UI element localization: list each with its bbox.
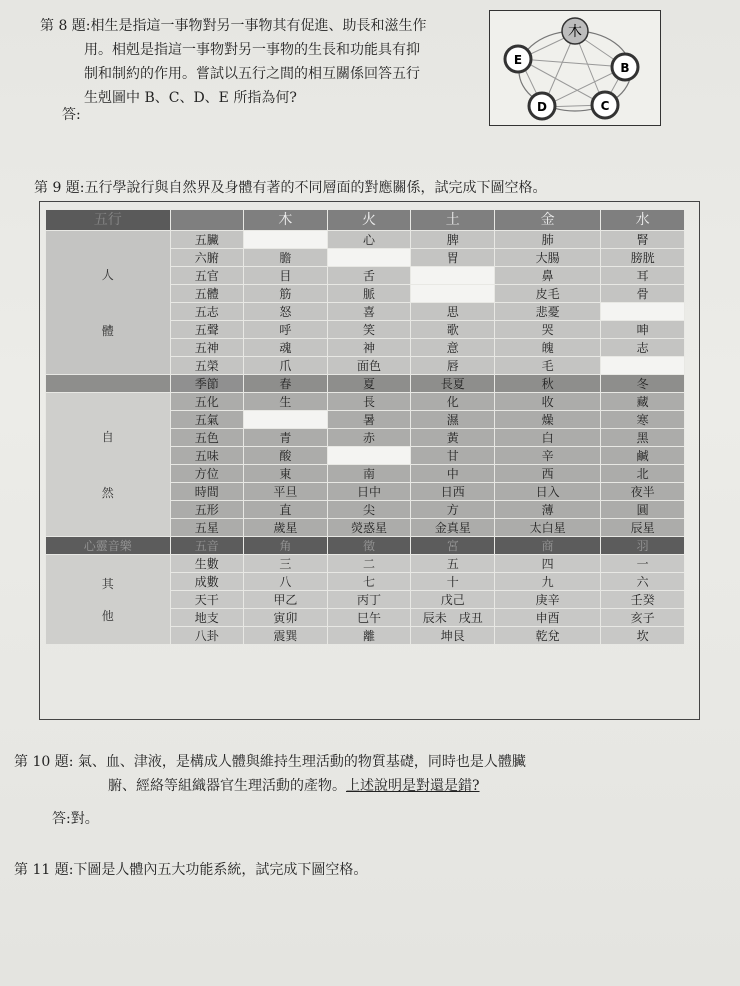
season-group-cell bbox=[46, 375, 171, 393]
cell-metal: 哭 bbox=[495, 321, 601, 339]
cell-water: 耳 bbox=[601, 267, 685, 285]
cell-earth: 宮 bbox=[411, 537, 495, 555]
cell-wood: 酸 bbox=[244, 447, 328, 465]
cell-earth: 甘 bbox=[411, 447, 495, 465]
cell-earth: 十 bbox=[411, 573, 495, 591]
cell-earth: 意 bbox=[411, 339, 495, 357]
question-8 bbox=[40, 14, 480, 110]
row-category: 方位 bbox=[170, 465, 243, 483]
cell-metal: 薄 bbox=[495, 501, 601, 519]
cell-wood: 東 bbox=[244, 465, 328, 483]
cell-metal: 皮毛 bbox=[495, 285, 601, 303]
row-category: 天干 bbox=[170, 591, 243, 609]
cell-metal: 魄 bbox=[495, 339, 601, 357]
cell-water: 鹹 bbox=[601, 447, 685, 465]
cell-earth: 坤艮 bbox=[411, 627, 495, 645]
cell-metal: 燥 bbox=[495, 411, 601, 429]
cell-fire: 脈 bbox=[327, 285, 411, 303]
cell-water: 腎 bbox=[601, 231, 685, 249]
cell-wood: 呼 bbox=[244, 321, 328, 339]
q8-answer-label: 答: bbox=[62, 107, 81, 123]
cell-fire: 二 bbox=[327, 555, 411, 573]
answer-blank-fire[interactable] bbox=[327, 249, 411, 267]
cell-metal: 收 bbox=[495, 393, 601, 411]
cell-earth: 胃 bbox=[411, 249, 495, 267]
cell-wood: 春 bbox=[244, 375, 328, 393]
table-row bbox=[46, 375, 685, 393]
q8-line-4: 生剋圖中 B、C、D、E 所指為何? bbox=[84, 90, 297, 106]
row-category: 五色 bbox=[170, 429, 243, 447]
table-header-row bbox=[46, 210, 685, 231]
cell-water: 膀胱 bbox=[601, 249, 685, 267]
cell-wood: 三 bbox=[244, 555, 328, 573]
row-category: 五化 bbox=[170, 393, 243, 411]
header-earth: 土 bbox=[411, 210, 495, 231]
cell-fire: 赤 bbox=[327, 429, 411, 447]
cell-water: 亥子 bbox=[601, 609, 685, 627]
cell-earth: 唇 bbox=[411, 357, 495, 375]
node-d bbox=[529, 93, 555, 119]
cell-metal: 秋 bbox=[495, 375, 601, 393]
cell-water: 呻 bbox=[601, 321, 685, 339]
cell-water: 一 bbox=[601, 555, 685, 573]
cell-fire: 喜 bbox=[327, 303, 411, 321]
node-wood-label: 木 bbox=[568, 24, 582, 40]
row-category: 五志 bbox=[170, 303, 243, 321]
q10-answer: 答:對。 bbox=[52, 811, 99, 827]
cell-wood: 直 bbox=[244, 501, 328, 519]
cell-fire: 心 bbox=[327, 231, 411, 249]
cell-wood: 目 bbox=[244, 267, 328, 285]
group-label-nature bbox=[46, 393, 171, 537]
group-char: 自 bbox=[101, 429, 114, 444]
cell-metal: 肺 bbox=[495, 231, 601, 249]
q10-line-1: 氣、血、津液，是構成人體與維持生理活動的物質基礎，同時也是人體臟 bbox=[77, 754, 526, 770]
cell-water: 圓 bbox=[601, 501, 685, 519]
cell-wood: 魂 bbox=[244, 339, 328, 357]
cell-water: 夜半 bbox=[601, 483, 685, 501]
cell-fire: 長 bbox=[327, 393, 411, 411]
five-elements-table bbox=[45, 209, 685, 645]
cell-wood: 青 bbox=[244, 429, 328, 447]
cell-water: 藏 bbox=[601, 393, 685, 411]
cell-water: 冬 bbox=[601, 375, 685, 393]
cell-metal: 辛 bbox=[495, 447, 601, 465]
cell-earth: 化 bbox=[411, 393, 495, 411]
cell-water: 寒 bbox=[601, 411, 685, 429]
row-category: 五榮 bbox=[170, 357, 243, 375]
cell-fire: 南 bbox=[327, 465, 411, 483]
cell-earth: 思 bbox=[411, 303, 495, 321]
row-category: 五味 bbox=[170, 447, 243, 465]
cycle-svg bbox=[490, 11, 660, 125]
node-e-label: E bbox=[513, 53, 523, 67]
group-label-music: 心靈音樂 bbox=[46, 537, 171, 555]
group-char: 其 bbox=[101, 576, 114, 591]
q8-line-1: 相生是指這一事物對另一事物其有促進、助長和滋生作 bbox=[90, 18, 427, 34]
cell-water: 辰星 bbox=[601, 519, 685, 537]
row-category: 生數 bbox=[170, 555, 243, 573]
cell-wood: 寅卯 bbox=[244, 609, 328, 627]
table-row bbox=[46, 537, 685, 555]
row-category: 時間 bbox=[170, 483, 243, 501]
cell-metal: 申酉 bbox=[495, 609, 601, 627]
cell-wood: 筋 bbox=[244, 285, 328, 303]
group-label-body bbox=[46, 231, 171, 375]
answer-blank-water[interactable] bbox=[601, 357, 685, 375]
cell-fire: 七 bbox=[327, 573, 411, 591]
cell-metal: 西 bbox=[495, 465, 601, 483]
row-category: 五星 bbox=[170, 519, 243, 537]
cell-fire: 巳午 bbox=[327, 609, 411, 627]
node-c bbox=[592, 92, 618, 118]
row-category: 五聲 bbox=[170, 321, 243, 339]
five-elements-cycle-diagram bbox=[489, 10, 661, 126]
node-e bbox=[505, 46, 531, 72]
header-water: 水 bbox=[601, 210, 685, 231]
cell-earth: 金真星 bbox=[411, 519, 495, 537]
cell-wood: 平旦 bbox=[244, 483, 328, 501]
q10-question: 上述說明是對還是錯? bbox=[346, 778, 480, 794]
cell-metal: 大腸 bbox=[495, 249, 601, 267]
cell-wood: 怒 bbox=[244, 303, 328, 321]
cell-wood: 爪 bbox=[244, 357, 328, 375]
cell-water: 坎 bbox=[601, 627, 685, 645]
row-category: 五氣 bbox=[170, 411, 243, 429]
answer-blank-fire[interactable] bbox=[327, 447, 411, 465]
group-char: 他 bbox=[101, 608, 114, 623]
row-category: 五神 bbox=[170, 339, 243, 357]
row-category: 五臟 bbox=[170, 231, 243, 249]
header-fire: 火 bbox=[327, 210, 411, 231]
table-row bbox=[46, 231, 685, 249]
cell-wood: 角 bbox=[244, 537, 328, 555]
cell-metal: 悲憂 bbox=[495, 303, 601, 321]
answer-blank-earth[interactable] bbox=[411, 285, 495, 303]
cell-water: 黑 bbox=[601, 429, 685, 447]
node-b bbox=[612, 54, 638, 80]
cell-fire: 面色 bbox=[327, 357, 411, 375]
cell-metal: 乾兌 bbox=[495, 627, 601, 645]
cell-earth: 歌 bbox=[411, 321, 495, 339]
cell-fire: 日中 bbox=[327, 483, 411, 501]
group-char: 體 bbox=[101, 323, 114, 338]
table-row bbox=[46, 555, 685, 573]
header-blank bbox=[170, 210, 243, 231]
row-category: 成數 bbox=[170, 573, 243, 591]
header-metal: 金 bbox=[495, 210, 601, 231]
cell-metal: 九 bbox=[495, 573, 601, 591]
cell-earth: 五 bbox=[411, 555, 495, 573]
answer-blank-earth[interactable] bbox=[411, 267, 495, 285]
cell-metal: 毛 bbox=[495, 357, 601, 375]
answer-blank-wood[interactable] bbox=[244, 411, 328, 429]
cell-earth: 方 bbox=[411, 501, 495, 519]
cell-fire: 離 bbox=[327, 627, 411, 645]
cell-fire: 丙丁 bbox=[327, 591, 411, 609]
row-category: 季節 bbox=[170, 375, 243, 393]
row-category: 八卦 bbox=[170, 627, 243, 645]
cell-metal: 鼻 bbox=[495, 267, 601, 285]
cell-metal: 商 bbox=[495, 537, 601, 555]
cell-fire: 徵 bbox=[327, 537, 411, 555]
answer-blank-water[interactable] bbox=[601, 303, 685, 321]
cell-metal: 四 bbox=[495, 555, 601, 573]
row-category: 五官 bbox=[170, 267, 243, 285]
node-c-label: C bbox=[600, 99, 610, 113]
header-corner: 五行 bbox=[46, 210, 171, 231]
node-wood bbox=[562, 18, 588, 44]
cell-fire: 尖 bbox=[327, 501, 411, 519]
cell-metal: 庚辛 bbox=[495, 591, 601, 609]
cell-fire: 神 bbox=[327, 339, 411, 357]
row-category: 五音 bbox=[170, 537, 243, 555]
group-label-other bbox=[46, 555, 171, 645]
row-category: 五體 bbox=[170, 285, 243, 303]
cell-water: 志 bbox=[601, 339, 685, 357]
cell-metal: 太白星 bbox=[495, 519, 601, 537]
group-char: 然 bbox=[101, 485, 114, 500]
cell-metal: 白 bbox=[495, 429, 601, 447]
cell-earth: 脾 bbox=[411, 231, 495, 249]
cell-metal: 日入 bbox=[495, 483, 601, 501]
header-wood: 木 bbox=[244, 210, 328, 231]
cell-wood: 膽 bbox=[244, 249, 328, 267]
cell-fire: 笑 bbox=[327, 321, 411, 339]
cell-wood: 生 bbox=[244, 393, 328, 411]
cell-earth: 戊己 bbox=[411, 591, 495, 609]
cell-earth: 中 bbox=[411, 465, 495, 483]
q8-line-2: 用。相剋是指這一事物對另一事物的生長和功能具有抑 bbox=[84, 42, 420, 58]
cell-wood: 震巽 bbox=[244, 627, 328, 645]
question-9: 第 9 題:五行學說行與自然界及身體有著的不同層面的對應關係，試完成下圖空格。 bbox=[34, 180, 547, 196]
table-row bbox=[46, 393, 685, 411]
cell-fire: 熒惑星 bbox=[327, 519, 411, 537]
cell-water: 六 bbox=[601, 573, 685, 591]
q8-number: 第 8 題: bbox=[40, 18, 91, 34]
cell-earth: 濕 bbox=[411, 411, 495, 429]
cell-fire: 舌 bbox=[327, 267, 411, 285]
cell-water: 羽 bbox=[601, 537, 685, 555]
cell-earth: 日西 bbox=[411, 483, 495, 501]
node-b-label: B bbox=[620, 61, 630, 75]
node-d-label: D bbox=[537, 100, 547, 114]
q10-line-2: 腑、經絡等組織器官生理活動的產物。 bbox=[108, 778, 346, 794]
cell-wood: 甲乙 bbox=[244, 591, 328, 609]
cell-water: 北 bbox=[601, 465, 685, 483]
cell-earth: 辰未 戌丑 bbox=[411, 609, 495, 627]
cell-wood: 歲星 bbox=[244, 519, 328, 537]
cell-wood: 八 bbox=[244, 573, 328, 591]
row-category: 五形 bbox=[170, 501, 243, 519]
cell-earth: 長夏 bbox=[411, 375, 495, 393]
q8-line-3: 制和制約的作用。嘗試以五行之間的相互關係回答五行 bbox=[84, 66, 420, 82]
group-char: 人 bbox=[101, 267, 114, 282]
cell-fire: 夏 bbox=[327, 375, 411, 393]
question-10 bbox=[14, 750, 704, 798]
answer-blank-wood[interactable] bbox=[244, 231, 328, 249]
cell-fire: 暑 bbox=[327, 411, 411, 429]
cell-earth: 黃 bbox=[411, 429, 495, 447]
row-category: 地支 bbox=[170, 609, 243, 627]
cell-water: 骨 bbox=[601, 285, 685, 303]
question-11: 第 11 題:下圖是人體內五大功能系統，試完成下圖空格。 bbox=[14, 862, 368, 878]
row-category: 六腑 bbox=[170, 249, 243, 267]
cell-water: 壬癸 bbox=[601, 591, 685, 609]
q10-number: 第 10 題: bbox=[14, 754, 74, 770]
